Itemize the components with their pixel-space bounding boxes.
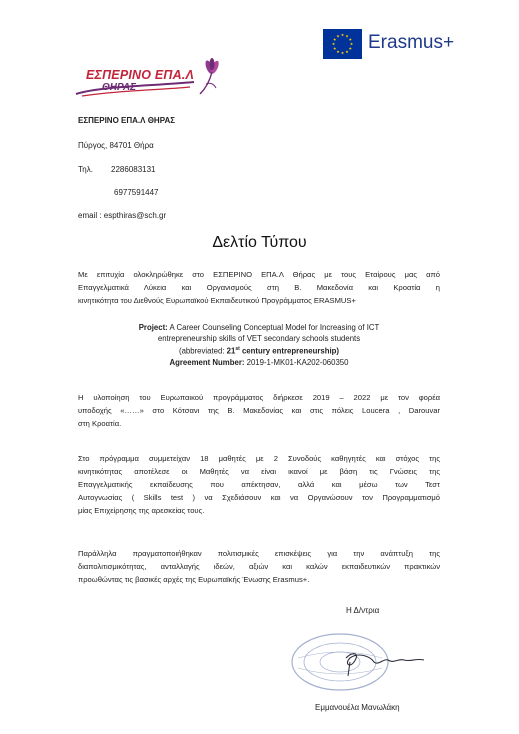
erasmus-label: Erasmus+ bbox=[368, 32, 455, 53]
phone-label: Τηλ. bbox=[78, 165, 93, 174]
project-label: Project: bbox=[138, 323, 168, 332]
body-line: προωθώντας τις βασικές αρχές της Ευρωπαϊκής Ένωσης Erasmus+. bbox=[78, 575, 310, 584]
body-line: διαπολιτισμικότητας, ανταλλαγής ιδεών, αξιών και καλών εκπαιδευτικών πρακτικών bbox=[78, 562, 440, 571]
body-paragraph-2 bbox=[78, 452, 440, 517]
stamp-signature-icon bbox=[288, 628, 433, 698]
eu-flag-icon bbox=[323, 29, 362, 59]
signature-name: Εμμανουέλα Μανωλάκη bbox=[315, 703, 400, 712]
abbr-sup: st bbox=[235, 346, 240, 352]
agreement-label: Agreement Number: bbox=[169, 357, 245, 367]
school-logo-line1: ΕΣΠΕΡΙΝΟ ΕΠΑ.Λ bbox=[86, 68, 195, 82]
school-logo-line2: ΘΗΡΑΣ bbox=[102, 82, 137, 93]
intro-paragraph bbox=[78, 268, 440, 307]
project-title-line2: entrepreneurship skills of VET secondary schools students bbox=[157, 334, 361, 343]
body-line: υποδοχής «……» στο Κότσανι της Β. Μακεδονίας και στις πόλεις Loucera , Darouvar bbox=[78, 406, 440, 415]
body-line: Επαγγελματικής εκπαίδευσης που απέκτησαν, αλλά και μέσω των Τεστ bbox=[78, 480, 440, 489]
address: Πύργος, 84701 Θήρα bbox=[78, 141, 154, 150]
body-line: μίας Επιχείρησης της αρεσκείας τους. bbox=[78, 506, 205, 515]
body-line: Παράλληλα πραγματοποιήθηκαν πολιτισμικές επισκέψεις για την ανάπτυξη της bbox=[78, 549, 440, 558]
page-title: Δελτίο Τύπου bbox=[212, 234, 307, 251]
body-line: στη Κροατία. bbox=[78, 419, 122, 428]
body-line: κινητικότητας αποτέλεσε οι Μαθητές να είναι ικανοί με βάση τις Γνώσεις της bbox=[78, 467, 440, 476]
intro-line: Επαγγελματικά Λύκεια και Οργανισμούς στη Β. Μακεδονία και Κροατία η bbox=[78, 283, 440, 292]
phone-1: 2286083131 bbox=[111, 165, 156, 174]
agreement-number: 2019-1-MK01-KA202-060350 bbox=[244, 357, 349, 367]
body-paragraph-3 bbox=[78, 547, 440, 586]
body-line: Η υλοποίηση του Ευρωπαικού προγράμματος διήρκεσε 2019 – 2022 με τον φορέα bbox=[78, 393, 440, 402]
school-logo bbox=[62, 56, 232, 98]
intro-line: Με επιτυχία ολοκληρώθηκε στο ΕΣΠΕΡΙΝΟ ΕΠΑ.Λ Θήρας με τους Εταίρους μας από bbox=[78, 270, 440, 279]
abbr-rest: century entrepreneurship) bbox=[239, 346, 340, 356]
abbr-prefix: (abbreviated: bbox=[178, 346, 227, 356]
body-line: Αυτογνωσίας ( Skills test ) να Σχεδιάσουν και να Οργανώσουν τον Προγραμματισμό bbox=[78, 493, 440, 502]
phone-2: 6977591447 bbox=[114, 188, 159, 197]
erasmus-logo bbox=[323, 29, 473, 61]
body-line: Στο πρόγραμμα συμμετείχαν 18 μαθητές με 2 Συνοδούς καθηγητές και στόχος της bbox=[78, 454, 440, 463]
abbr-num: 21 bbox=[226, 346, 236, 356]
school-name: ΕΣΠΕΡΙΝΟ ΕΠΑ.Λ ΘΗΡΑΣ bbox=[78, 116, 176, 125]
project-block bbox=[78, 322, 440, 368]
intro-line: κινητικότητα του Διεθνούς Ευρωπαϊκού Εκπαιδευτικού Προγράμματος ERASMUS+ bbox=[78, 296, 356, 305]
email: email : espthiras@sch.gr bbox=[78, 211, 167, 220]
signature-role: Η Δ/ντρια bbox=[346, 606, 380, 615]
project-title-line1: A Career Counseling Conceptual Model for Increasing of ICT bbox=[167, 323, 380, 332]
body-paragraph-1 bbox=[78, 391, 440, 430]
